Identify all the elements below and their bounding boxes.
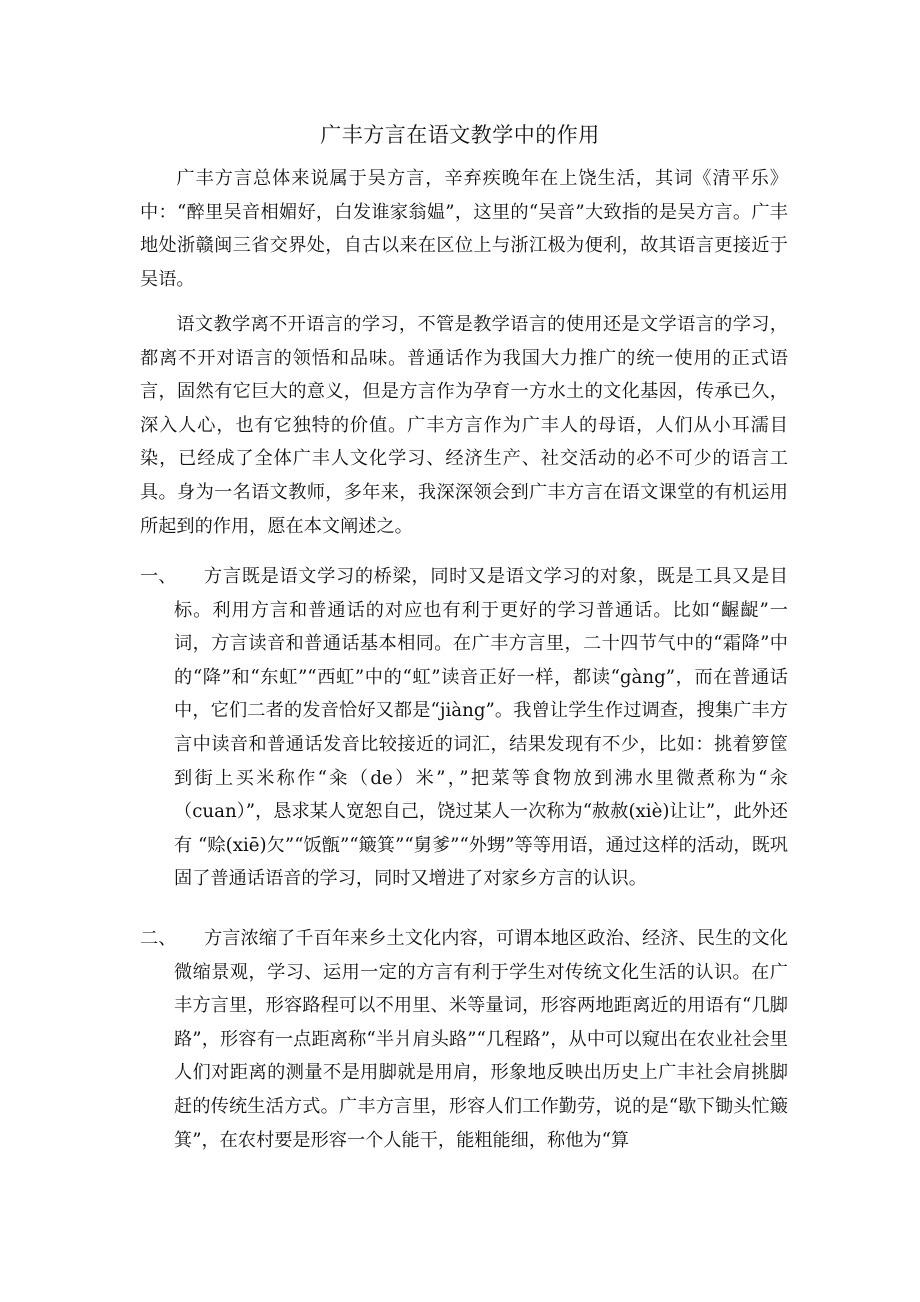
paragraph-background: 语文教学离不开语言的学习，不管是教学语言的使用还是文学语言的学习，都离不开对语言的领悟和品味。普通话作为我国大力推广的统一使用的正式语言，固然有它巨大的意义，但是方言作为孕育一方水土的文化基因，传承已久，深入人心，也有它独特的价值。广丰方言作为广丰人的母语，人们从小耳濡目染，已经成了全体广丰人文化学习、经济生产、社交活动的必不可少的语言工具。身为一名语文教师，多年来，我深深领会到广丰方言在语文课堂的有机运用所起到的作用，愿在本文阐述之。 <box>140 314 788 537</box>
list-marker: 一、 <box>140 566 177 587</box>
list-marker: 二、 <box>140 928 177 949</box>
list-item-text: 方言浓缩了千百年来乡土文化内容，可谓本地区政治、经济、民生的文化微缩景观，学习、运用一定的方言有利于学生对传统文化生活的认识。在广丰方言里，形容路程可以不用里、米等量词，形容两地距离近的用语有“几脚路”，形容有一点距离称“半爿肩头路”“几程路”，从中可以窥出在农业社会里人们对距离的测量不是用脚就是用肩，形象地反映出历史上广丰社会肩挑脚赶的传统生活方式。广丰方言里，形容人们工作勤劳，说的是“歇下锄头忙簸箕”，在农村要是形容一个人能干，能粗能细，称他为“算 <box>174 928 788 1151</box>
list-item <box>140 560 790 896</box>
list-item <box>140 922 790 1157</box>
paragraph-intro: 广丰方言总体来说属于吴方言，辛弃疾晚年在上饶生活，其词《清平乐》中：“醉里吴音相媚好，白发谁家翁媪”，这里的“吴音”大致指的是吴方言。广丰地处浙赣闽三省交界处，自古以来在区位上与浙江极为便利，故其语言更接近于吴语。 <box>140 168 788 290</box>
document-title: 广丰方言在语文教学中的作用 <box>320 123 600 147</box>
list-item-text: 方言既是语文学习的桥梁，同时又是语文学习的对象，既是工具又是目标。利用方言和普通话的对应也有利于更好的学习普通话。比如“齷齪”一词，方言读音和普通话基本相同。在广丰方言里，二十四节气中的“霜降”中的“降”和“东虹”“西虹”中的“虹”读音正好一样，都读“gàng”，而在普通话中，它们二者的发音恰好又都是“jiàng”。我曾让学生作过调查，搜集广丰方言中读音和普通话发音比较接近的词汇，结果发现有不少，比如：挑着箩筐到街上买米称作“籴（de）米”，”把菜等食物放到沸水里微煮称为“汆（cuan）”，恳求某人宽恕自己，饶过某人一次称为“赦赦(xiè)让让”，此外还有 “赊(xiē)欠”“饭甑”“簸箕”“舅爹”“外甥”等等用语，通过这样的活动，既巩固了普通话语音的学习，同时又增进了对家乡方言的认识。 <box>174 566 788 890</box>
